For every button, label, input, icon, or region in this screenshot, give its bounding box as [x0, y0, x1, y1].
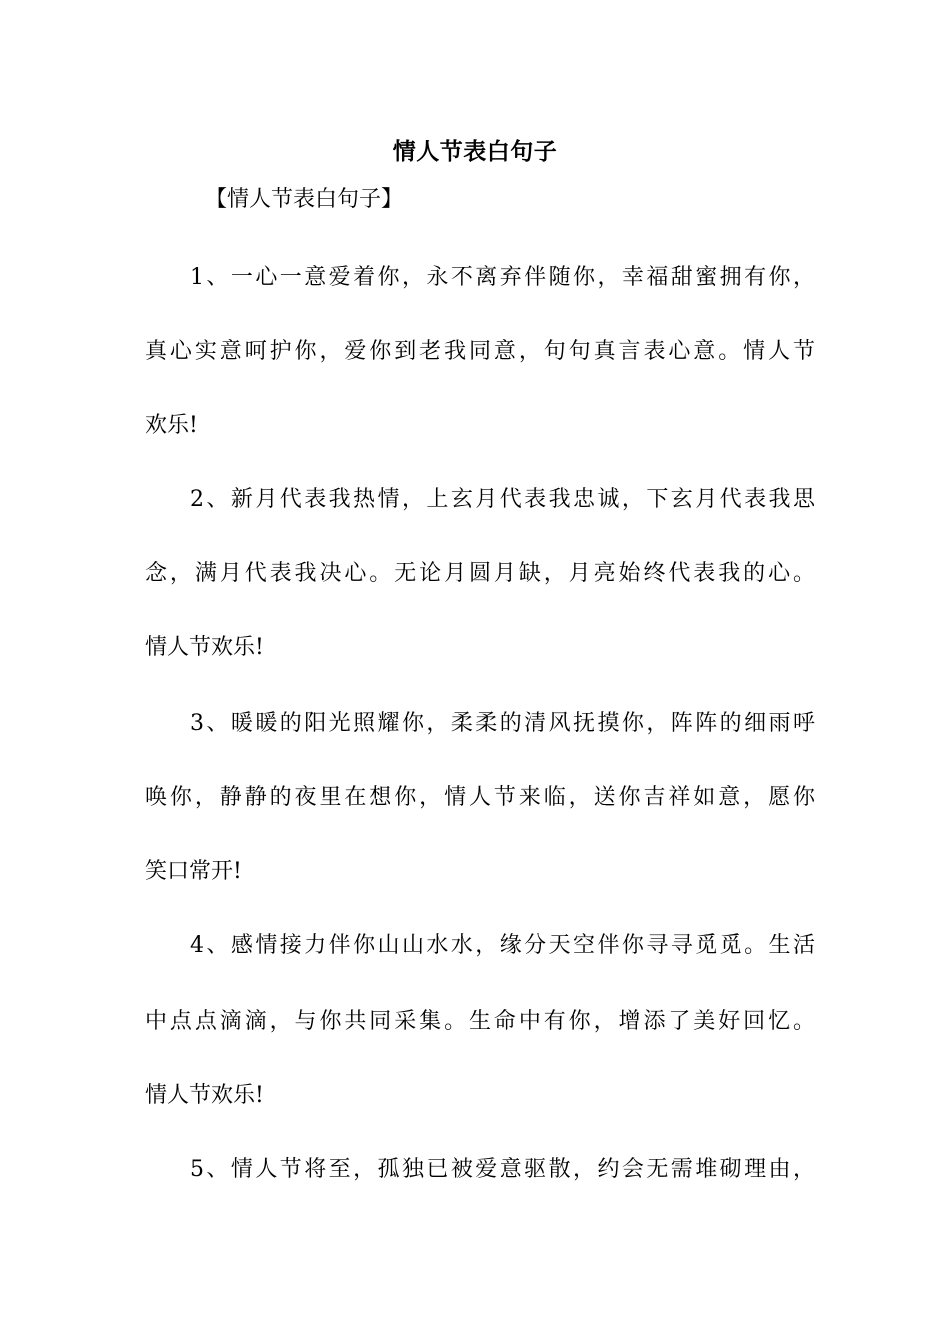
paragraph-3-line-3: 笑口常开!: [145, 859, 242, 884]
paragraph-5-line-1: 5、情人节将至，孤独已被爱意驱散，约会无需堆砌理由，: [190, 1157, 815, 1182]
document-subtitle: 【情人节表白句子】: [205, 187, 404, 212]
paragraph-3-line-1: 3、暖暖的阳光照耀你，柔柔的清风抚摸你，阵阵的细雨呼: [190, 711, 815, 736]
paragraph-4-line-3: 情人节欢乐!: [145, 1083, 264, 1108]
paragraph-3-line-2: 唤你，静静的夜里在想你，情人节来临，送你吉祥如意，愿你: [145, 785, 815, 810]
document-title: 情人节表白句子: [392, 138, 558, 165]
paragraph-1-line-3: 欢乐!: [145, 413, 198, 438]
paragraph-1-line-2: 真心实意呵护你，爱你到老我同意，句句真言表心意。情人节: [145, 339, 815, 364]
paragraph-4-line-2: 中点点滴滴，与你共同采集。生命中有你，增添了美好回忆。: [145, 1009, 815, 1034]
paragraph-1-line-1: 1、一心一意爱着你，永不离弃伴随你，幸福甜蜜拥有你，: [190, 265, 815, 290]
paragraph-4-line-1: 4、感情接力伴你山山水水，缘分天空伴你寻寻觅觅。生活: [190, 933, 815, 958]
paragraph-2-line-3: 情人节欢乐!: [145, 635, 264, 660]
paragraph-2-line-2: 念，满月代表我决心。无论月圆月缺，月亮始终代表我的心。: [145, 561, 815, 586]
paragraph-2-line-1: 2、新月代表我热情，上玄月代表我忠诚，下玄月代表我思: [190, 487, 815, 512]
